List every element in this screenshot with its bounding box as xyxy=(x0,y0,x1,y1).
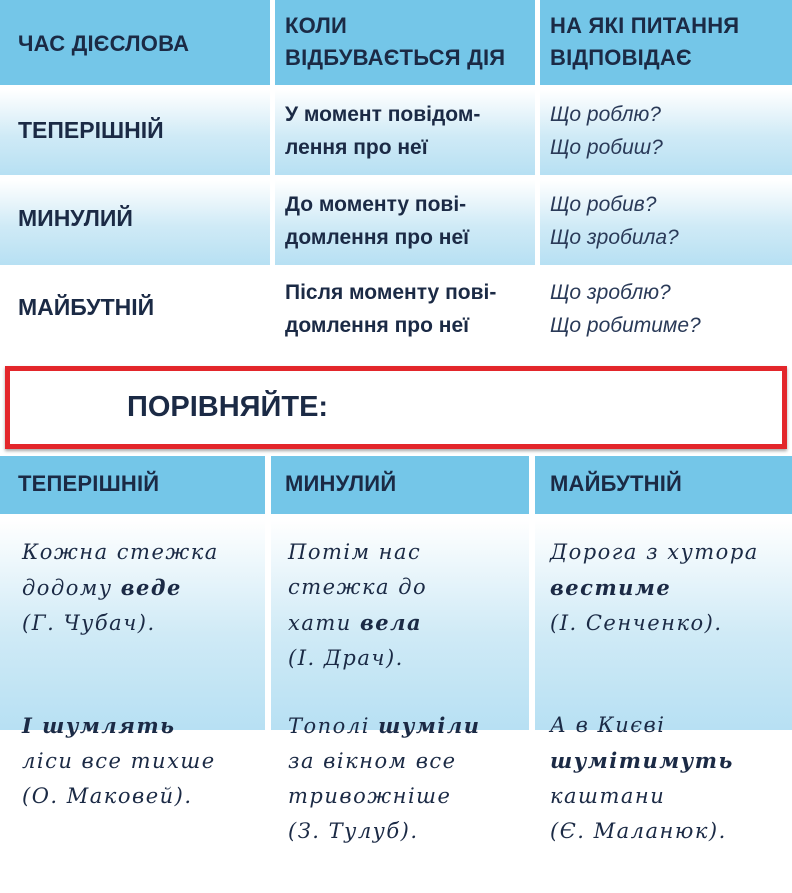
example-line: (Є. Маланюк). xyxy=(550,819,727,843)
question-line: Що роблю? xyxy=(550,103,661,126)
example-line: (О. Маковей). xyxy=(22,784,193,808)
example-line: каштани xyxy=(550,784,666,808)
when-text xyxy=(285,188,469,254)
column-divider xyxy=(265,520,271,730)
tense-header: ЧАС ДІЄСЛОВА xyxy=(18,31,190,56)
column-divider xyxy=(270,90,275,265)
questions-text xyxy=(550,188,679,254)
example-cell xyxy=(22,708,216,814)
example-line: додому веде xyxy=(22,575,182,600)
verb-highlight: І шумлять xyxy=(22,713,176,738)
question-line: Що робив? xyxy=(550,193,657,216)
tense-table xyxy=(0,0,792,345)
questions-header-line: ВІДПОВІДАЄ xyxy=(550,45,692,70)
when-text xyxy=(285,276,496,342)
tense-name: МИНУЛИЙ xyxy=(18,205,133,231)
verb-highlight: вела xyxy=(359,610,423,635)
example-cell xyxy=(550,708,734,849)
example-line: (Г. Чубач). xyxy=(22,611,156,635)
when-header-line: КОЛИ xyxy=(285,13,348,38)
example-line: Тополі шуміли xyxy=(288,713,481,738)
when-line: До моменту пові- xyxy=(285,193,467,216)
example-cell xyxy=(288,708,480,849)
example-line: хати вела xyxy=(288,610,423,635)
when-line: Після моменту пові- xyxy=(285,281,497,304)
example-line: (І. Драч). xyxy=(288,646,404,670)
example-header-present: ТЕПЕРІШНІЙ xyxy=(18,471,160,496)
example-line: тривожніше xyxy=(288,784,452,808)
when-text xyxy=(285,98,480,164)
when-line: лення про неї xyxy=(285,136,428,159)
example-line: за вікном все xyxy=(288,749,457,773)
when-line: У момент повідом- xyxy=(285,103,481,126)
example-line xyxy=(550,570,759,606)
example-line: Кожна стежка xyxy=(22,540,219,564)
example-line: (З. Тулуб). xyxy=(288,819,419,843)
example-cell xyxy=(288,535,427,676)
example-line: А в Києві xyxy=(550,713,666,737)
when-header-line: ВІДБУВАЄТЬСЯ ДІЯ xyxy=(285,45,506,70)
column-divider xyxy=(529,520,535,730)
tense-name: ТЕПЕРІШНІЙ xyxy=(18,117,164,143)
question-line: Що робитиме? xyxy=(550,314,701,337)
example-line: Дорога з хутора xyxy=(550,540,759,564)
example-header-future: МАЙБУТНІЙ xyxy=(550,471,683,496)
questions-header-line: НА ЯКІ ПИТАННЯ xyxy=(550,13,740,38)
example-line: Потім нас xyxy=(288,540,422,564)
compare-title: ПОРІВНЯЙТЕ: xyxy=(127,391,329,423)
questions-header xyxy=(550,10,739,74)
column-divider xyxy=(535,90,540,265)
example-line: стежка до xyxy=(288,575,428,599)
verb-highlight: веде xyxy=(120,575,182,600)
question-line: Що робиш? xyxy=(550,136,663,159)
when-header xyxy=(285,10,505,74)
example-line xyxy=(550,743,734,779)
example-line: (І. Сенченко). xyxy=(550,611,723,635)
tense-name: МАЙБУТНІЙ xyxy=(18,294,155,320)
question-line: Що зроблю? xyxy=(550,281,671,304)
verb-highlight: шуміли xyxy=(378,713,481,738)
verb-highlight: шумітимуть xyxy=(550,748,734,773)
example-line: ліси все тихше xyxy=(22,749,216,773)
example-cell xyxy=(550,535,759,641)
examples-table xyxy=(0,456,792,893)
questions-text xyxy=(550,98,663,164)
example-header-past: МИНУЛИЙ xyxy=(285,471,397,496)
compare-box xyxy=(5,366,787,449)
example-line xyxy=(22,708,216,744)
questions-text xyxy=(550,276,701,342)
when-line: домлення про неї xyxy=(285,226,470,249)
when-line: домлення про неї xyxy=(285,314,470,337)
question-line: Що зробила? xyxy=(550,226,679,249)
example-cell xyxy=(22,535,219,641)
verb-highlight: вестиме xyxy=(550,575,672,600)
